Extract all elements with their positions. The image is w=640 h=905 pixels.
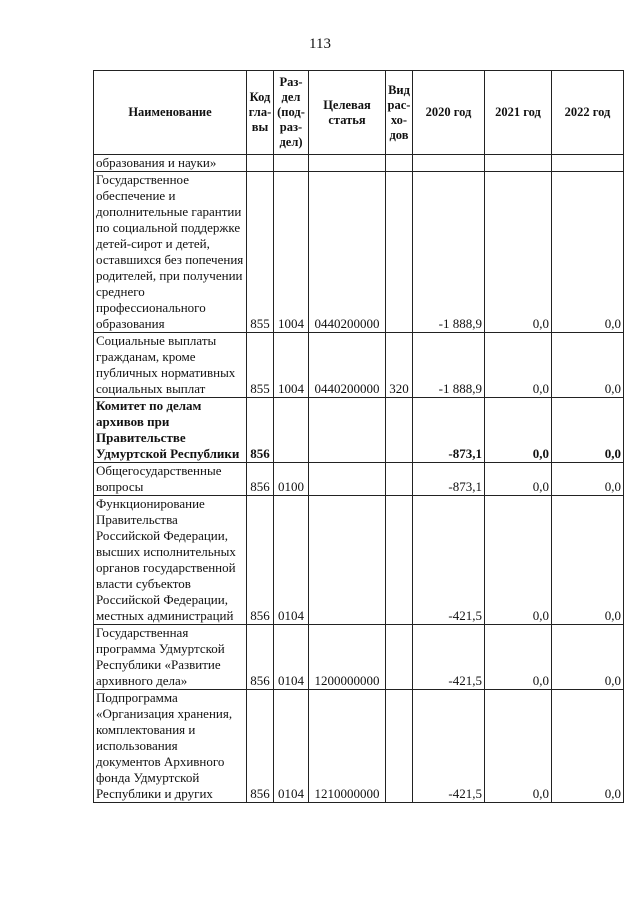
table-row — [94, 625, 624, 690]
row-code — [247, 155, 274, 172]
row-target — [309, 496, 386, 625]
row-name: Государственное обеспечение и дополнительные гарантии по социальной поддержке детей-сирот и детей, оставшихся без попечения родителей, при получении среднего профессионального образования — [94, 172, 247, 333]
row-code: 855 — [247, 333, 274, 398]
row-target: 1200000000 — [309, 625, 386, 690]
row-value-2022: 0,0 — [552, 690, 624, 803]
row-value-2022: 0,0 — [552, 496, 624, 625]
row-value-2020: -421,5 — [413, 496, 485, 625]
page-number: 113 — [309, 36, 331, 52]
row-kind — [386, 463, 413, 496]
header-2022: 2022 год — [552, 71, 624, 155]
row-target: 0440200000 — [309, 333, 386, 398]
row-target: 0440200000 — [309, 172, 386, 333]
row-value-2020: -873,1 — [413, 463, 485, 496]
table-row — [94, 496, 624, 625]
header-2021: 2021 год — [485, 71, 552, 155]
table-row — [94, 172, 624, 333]
row-kind — [386, 625, 413, 690]
row-code: 856 — [247, 398, 274, 463]
row-value-2020: -1 888,9 — [413, 333, 485, 398]
row-value-2022: 0,0 — [552, 463, 624, 496]
row-kind — [386, 398, 413, 463]
row-code: 856 — [247, 463, 274, 496]
header-section: Раз- дел (под- раз- дел) — [274, 71, 309, 155]
row-name: Социальные выплаты гражданам, кроме публичных нормативных социальных выплат — [94, 333, 247, 398]
row-kind: 320 — [386, 333, 413, 398]
row-value-2020: -421,5 — [413, 690, 485, 803]
table-row — [94, 463, 624, 496]
row-value-2022: 0,0 — [552, 398, 624, 463]
row-value-2021: 0,0 — [485, 496, 552, 625]
row-name: образования и науки» — [94, 155, 247, 172]
header-target: Целевая статья — [309, 71, 386, 155]
table-row — [94, 155, 624, 172]
row-name: Государственная программа Удмуртской Республики «Развитие архивного дела» — [94, 625, 247, 690]
table-row — [94, 333, 624, 398]
row-target: 1210000000 — [309, 690, 386, 803]
row-target — [309, 463, 386, 496]
row-section — [274, 155, 309, 172]
row-section: 0104 — [274, 496, 309, 625]
row-code: 855 — [247, 172, 274, 333]
row-code: 856 — [247, 690, 274, 803]
row-section: 1004 — [274, 172, 309, 333]
row-value-2020: -1 888,9 — [413, 172, 485, 333]
row-value-2021 — [485, 155, 552, 172]
row-name: Функционирование Правительства Российской Федерации, высших исполнительных органов государственной власти субъектов Российской Федерации, местных администраций — [94, 496, 247, 625]
budget-table — [93, 70, 624, 803]
table-header-row — [94, 71, 624, 155]
row-value-2021: 0,0 — [485, 690, 552, 803]
row-kind — [386, 690, 413, 803]
row-kind — [386, 172, 413, 333]
row-value-2020: -873,1 — [413, 398, 485, 463]
row-value-2022: 0,0 — [552, 172, 624, 333]
header-kind: Вид рас- хо- дов — [386, 71, 413, 155]
row-name: Подпрограмма «Организация хранения, комплектования и использования документов Архивного фонда Удмуртской Республики и других — [94, 690, 247, 803]
row-target — [309, 398, 386, 463]
row-section: 0100 — [274, 463, 309, 496]
row-value-2021: 0,0 — [485, 333, 552, 398]
header-code: Код гла- вы — [247, 71, 274, 155]
row-value-2022: 0,0 — [552, 625, 624, 690]
row-name: Комитет по делам архивов при Правительстве Удмуртской Республики — [94, 398, 247, 463]
row-target — [309, 155, 386, 172]
row-kind — [386, 155, 413, 172]
row-name: Общегосударственные вопросы — [94, 463, 247, 496]
row-value-2022: 0,0 — [552, 333, 624, 398]
row-section — [274, 398, 309, 463]
row-value-2020 — [413, 155, 485, 172]
header-2020: 2020 год — [413, 71, 485, 155]
row-section: 0104 — [274, 625, 309, 690]
row-section: 0104 — [274, 690, 309, 803]
row-value-2021: 0,0 — [485, 463, 552, 496]
row-kind — [386, 496, 413, 625]
row-value-2020: -421,5 — [413, 625, 485, 690]
row-value-2021: 0,0 — [485, 172, 552, 333]
row-section: 1004 — [274, 333, 309, 398]
row-code: 856 — [247, 625, 274, 690]
header-name: Наименование — [94, 71, 247, 155]
row-value-2021: 0,0 — [485, 625, 552, 690]
row-value-2022 — [552, 155, 624, 172]
table-row — [94, 398, 624, 463]
table-body — [94, 155, 624, 803]
row-value-2021: 0,0 — [485, 398, 552, 463]
row-code: 856 — [247, 496, 274, 625]
table-row — [94, 690, 624, 803]
